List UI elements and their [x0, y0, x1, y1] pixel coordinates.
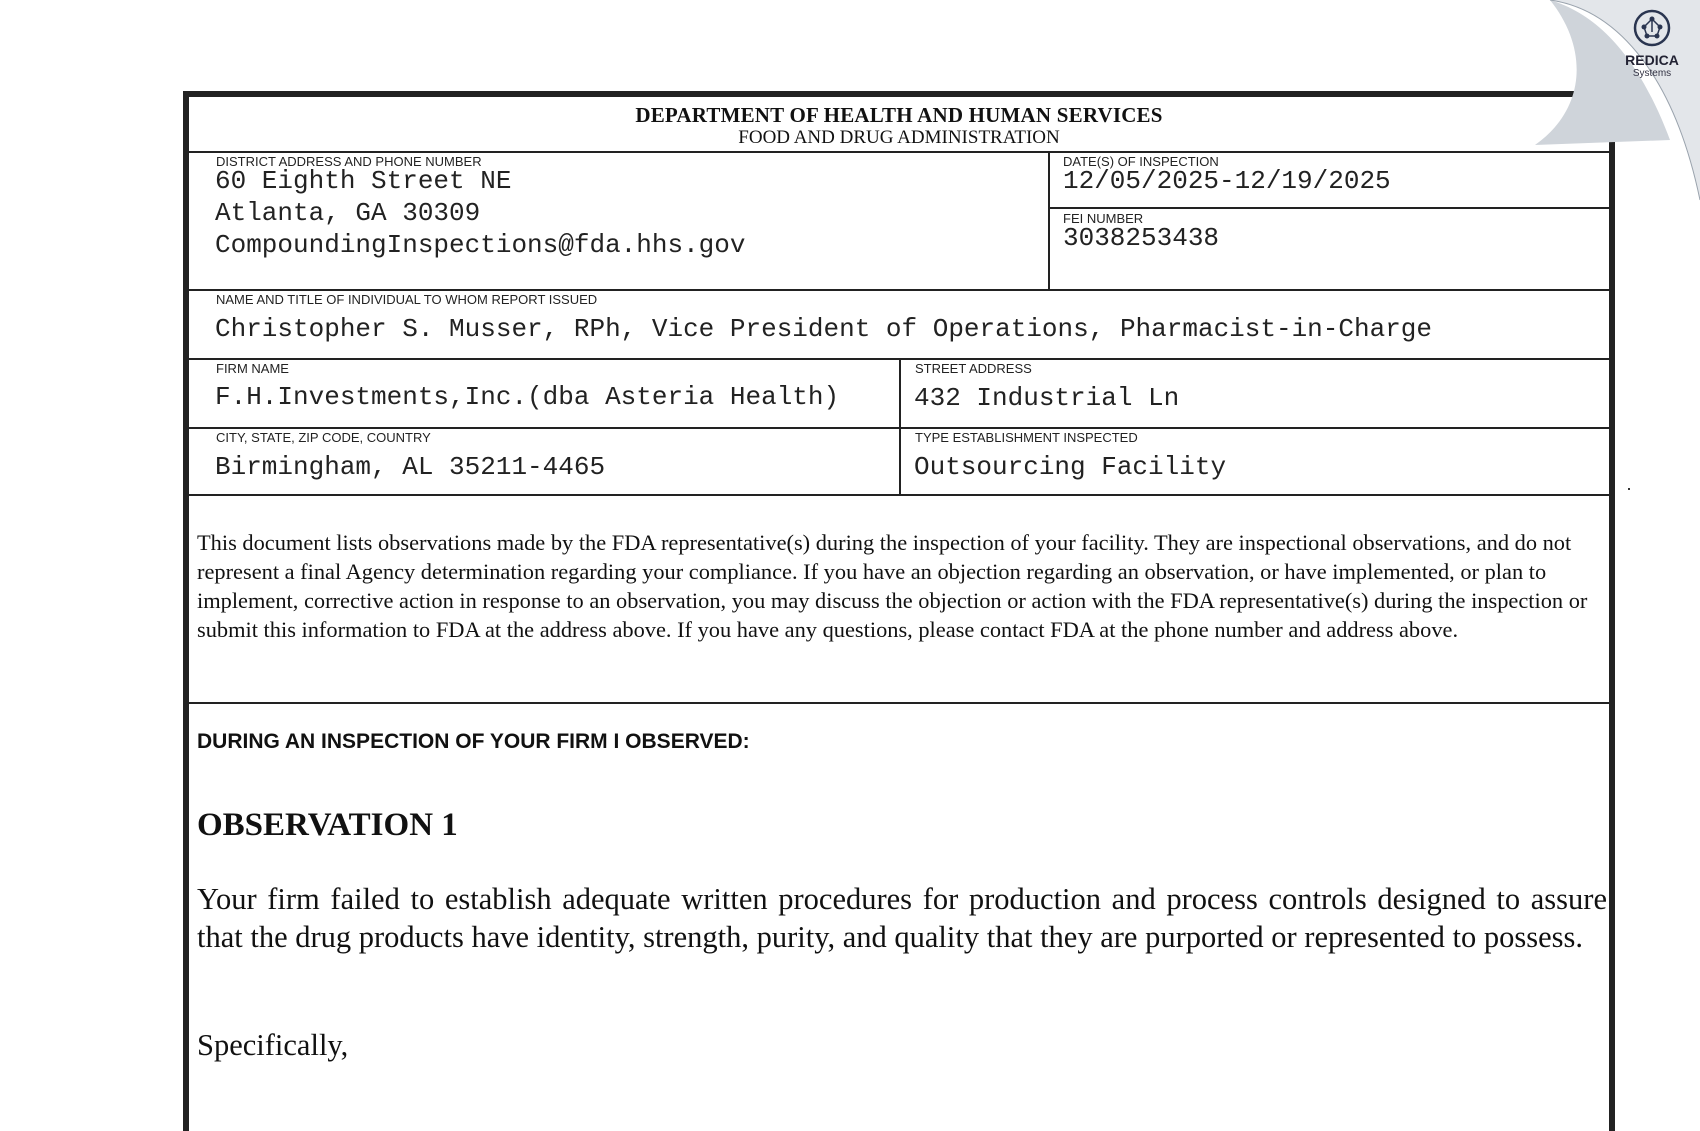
observation-title: OBSERVATION 1	[197, 807, 458, 843]
fei-number-label: FEI NUMBER	[1063, 211, 1144, 226]
inspection-dates-label: DATE(S) OF INSPECTION	[1063, 154, 1219, 169]
divider	[189, 427, 1609, 429]
district-label: DISTRICT ADDRESS AND PHONE NUMBER	[216, 154, 482, 169]
divider	[899, 358, 901, 494]
firm-name-label: FIRM NAME	[216, 361, 289, 376]
street-address-label: STREET ADDRESS	[915, 361, 1032, 376]
divider	[189, 494, 1609, 496]
district-address-line2: Atlanta, GA 30309	[215, 198, 481, 228]
observation-body: Your firm failed to establish adequate written procedures for production and process controls designed to assure that the drug products have identity, strength, purity, and quality that they are purported or represented to possess.	[197, 882, 1607, 954]
city-label: CITY, STATE, ZIP CODE, COUNTRY	[216, 430, 431, 445]
observation-specifically: Specifically,	[197, 1028, 349, 1062]
divider	[1048, 151, 1050, 289]
individual-label: NAME AND TITLE OF INDIVIDUAL TO WHOM REPORT ISSUED	[216, 292, 598, 307]
logo-name: REDICA	[1625, 52, 1679, 68]
establishment-type: Outsourcing Facility	[914, 452, 1227, 482]
district-address-line1: 60 Eighth Street NE	[215, 166, 512, 196]
fei-number: 3038253438	[1063, 223, 1220, 253]
district-email: CompoundingInspections@fda.hhs.gov	[215, 230, 746, 260]
department-title: DEPARTMENT OF HEALTH AND HUMAN SERVICES	[635, 103, 1163, 127]
individual-name: Christopher S. Musser, RPh, Vice President of Operations, Pharmacist-in-Charge	[215, 314, 1432, 344]
fda-483-form	[183, 91, 1615, 1131]
firm-name: F.H.Investments,Inc.(dba Asteria Health)	[215, 382, 840, 412]
logo-network-icon	[1632, 8, 1672, 48]
scan-dot	[1628, 488, 1630, 490]
establishment-type-label: TYPE ESTABLISHMENT INSPECTED	[915, 430, 1138, 445]
divider	[189, 702, 1609, 704]
inspection-dates: 12/05/2025-12/19/2025	[1063, 166, 1391, 196]
logo-subtitle: Systems	[1632, 68, 1672, 79]
city-state-zip: Birmingham, AL 35211-4465	[215, 452, 606, 482]
redica-logo	[1612, 8, 1692, 80]
observations-intro: DURING AN INSPECTION OF YOUR FIRM I OBSERVED:	[197, 730, 750, 753]
divider	[189, 289, 1609, 291]
inspection-notice: This document lists observations made by the FDA representative(s) during the inspection of your facility. They are inspectional observations, and do not represent a final Agency determination regarding your compliance. If you have an objection regarding an observation, or have implemented, or plan to implement, corrective action in response to an observation, you may discuss the objection or action with the FDA representative(s) during the inspection or submit this information to FDA at the address above. If you have any questions, please contact FDA at the phone number and address above.	[197, 530, 1588, 642]
divider	[189, 151, 1609, 153]
agency-title: FOOD AND DRUG ADMINISTRATION	[738, 127, 1060, 148]
street-address: 432 Industrial Ln	[914, 383, 1180, 413]
